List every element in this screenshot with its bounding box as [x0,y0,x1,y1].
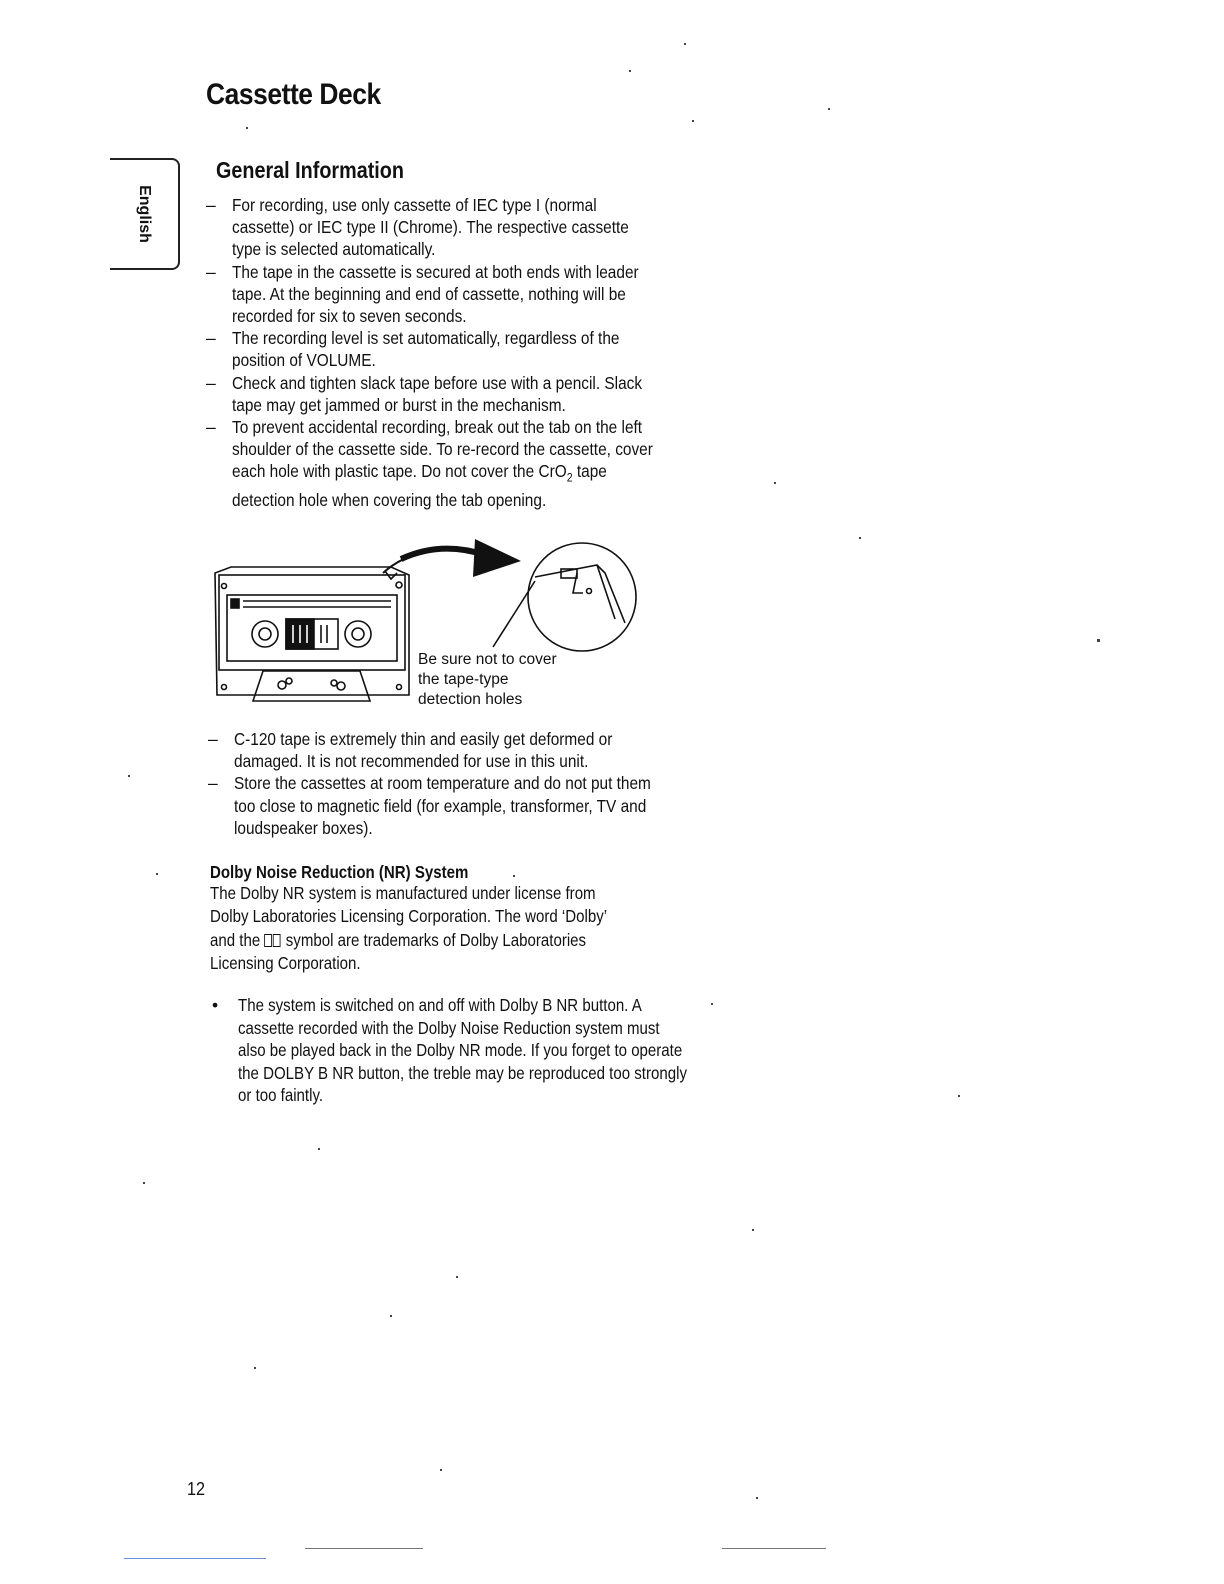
dolby-bullet-list [210,994,690,1107]
cassette-icon [215,567,409,701]
dolby-paragraph: The Dolby NR system is manufactured under license from Dolby Laboratories Licensing Corporation. The word ‘Dolby’ and the symbol are trademarks of Dolby Laboratories Licensing Corporation. [210,883,607,974]
general-info-list-continued [206,728,666,839]
list-item: – For recording, use only cassette of IEC type I (normal cassette) or IEC type II (Chrome). The respective cassette type is selected automatically. [204,194,664,261]
list-item: – Store the cassettes at room temperature and do not put them too close to magnetic field (for example, transformer, TV and loudspeaker boxes). [206,772,666,839]
page-number: 12 [187,1479,206,1499]
dolby-symbol-icon [264,934,272,947]
page-title: Cassette Deck [206,78,381,111]
list-item: – C-120 tape is extremely thin and easily get deformed or damaged. It is not recommended for use in this unit. [206,728,666,772]
diagram-caption: Be sure not to cover the tape-type detection holes [418,651,557,708]
dolby-heading: Dolby Noise Reduction (NR) System [210,862,469,882]
list-item: – Check and tighten slack tape before use with a pencil. Slack tape may get jammed or burst in the mechanism. [204,372,664,416]
language-tab-label: English [136,185,153,243]
dolby-symbol-icon [273,934,281,947]
list-item: – The recording level is set automatically, regardless of the position of VOLUME. [204,327,664,371]
curved-arrow-icon [383,539,521,577]
general-info-list [204,194,664,511]
language-tab [110,158,180,270]
list-item: – The tape in the cassette is secured at both ends with leader tape. At the beginning and end of cassette, nothing will be recorded for six to seven seconds. [204,261,664,328]
list-item-cro2: – To prevent accidental recording, break out the tab on the left shoulder of the cassette side. To re-record the cassette, cover each hole with plastic tape. Do not cover the CrO$_2$ tape detection hole when covering the tab opening. [204,416,664,511]
section-heading-general-information: General Information [216,157,404,183]
list-item: • The system is switched on and off with Dolby B NR button. A cassette recorded with the Dolby Noise Reduction system must also be played back in the Dolby NR mode. If you forget to operate the DOLBY B NR button, the treble may be reproduced too strongly or too faintly. [210,994,690,1107]
